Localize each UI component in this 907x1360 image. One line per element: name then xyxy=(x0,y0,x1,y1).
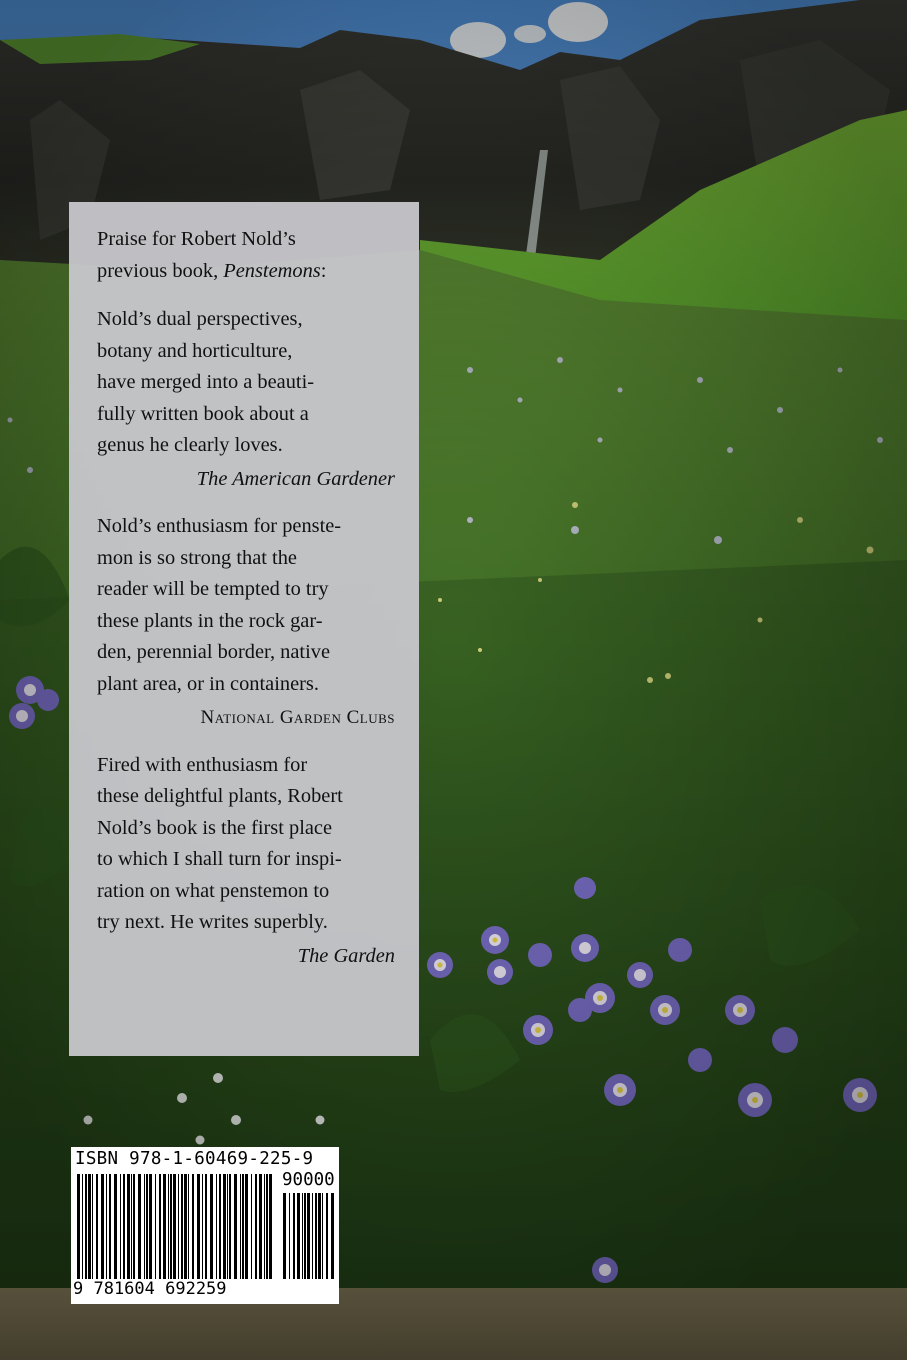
barcode-bar xyxy=(307,1193,310,1279)
ean-barcode-bars xyxy=(76,1174,272,1279)
quote-line: reader will be tempted to try xyxy=(97,578,329,600)
quote-line: plant area, or in containers. xyxy=(97,672,319,695)
barcode-bar xyxy=(331,1193,334,1279)
addon-barcode-bars xyxy=(282,1193,335,1279)
isbn-barcode-label xyxy=(71,1147,339,1304)
barcode-bar xyxy=(92,1174,93,1279)
barcode-bar xyxy=(202,1174,203,1279)
ean-digits: 9 781604 692259 xyxy=(73,1279,227,1299)
barcode-bar xyxy=(297,1193,300,1279)
barcode-bar xyxy=(188,1174,189,1279)
barcode-bar xyxy=(259,1174,262,1279)
barcode-bar xyxy=(127,1174,130,1279)
barcode-bar xyxy=(315,1193,317,1279)
quote-line: Nold’s enthusiasm for penste- xyxy=(97,515,342,537)
barcode-bar xyxy=(302,1193,303,1279)
quote-line: den, perennial border, native xyxy=(97,641,331,663)
barcode-bar xyxy=(96,1174,98,1279)
barcode-bar xyxy=(326,1193,328,1279)
barcode-bar xyxy=(245,1174,248,1279)
barcode-bar xyxy=(82,1174,83,1279)
quote-line: Nold’s dual perspectives, xyxy=(97,308,303,330)
barcode-bar xyxy=(163,1174,166,1279)
barcode-bar xyxy=(304,1193,306,1279)
barcode-bar xyxy=(138,1174,141,1279)
barcode-bar xyxy=(168,1174,169,1279)
barcode-bar xyxy=(242,1174,244,1279)
quote-american-gardener xyxy=(97,304,395,462)
quote-line: Nold’s book is the first place xyxy=(97,816,333,839)
quote-line: botany and horticulture, xyxy=(97,339,293,362)
praise-intro xyxy=(97,224,395,287)
quote-line: these delightful plants, Robert xyxy=(97,785,343,807)
barcode-bar xyxy=(159,1174,161,1279)
barcode-bar xyxy=(88,1174,91,1279)
barcode-bar xyxy=(210,1174,213,1279)
barcode-bar xyxy=(77,1174,80,1279)
barcode-bar xyxy=(181,1174,183,1279)
barcode-bar xyxy=(144,1174,145,1279)
barcode-bar xyxy=(85,1174,87,1279)
barcode-bar xyxy=(234,1174,237,1279)
barcode-bar xyxy=(178,1174,179,1279)
price-code: 90000 xyxy=(282,1170,335,1190)
quote-line: ration on what penstemon to xyxy=(97,879,330,902)
barcode-bar xyxy=(173,1174,176,1279)
barcode-bar xyxy=(269,1174,272,1279)
barcode-bar xyxy=(251,1174,252,1279)
quote-line: mon is so strong that the xyxy=(97,546,297,569)
barcode-bar xyxy=(106,1174,107,1279)
barcode-bar xyxy=(123,1174,125,1279)
praise-intro-line-1: Praise for Robert Nold’s xyxy=(97,228,296,250)
quote-source-the-garden: The Garden xyxy=(297,944,395,967)
barcode-bar xyxy=(318,1193,321,1279)
intro-suffix: : xyxy=(320,259,327,282)
barcode-bar xyxy=(149,1174,152,1279)
barcode-bar xyxy=(109,1174,111,1279)
quote-line: these plants in the rock gar- xyxy=(97,609,323,632)
book-title: Penstemons xyxy=(223,259,321,282)
barcode-bar xyxy=(146,1174,148,1279)
barcode-bar xyxy=(293,1193,295,1279)
barcode-bar xyxy=(227,1174,228,1279)
barcode-bar xyxy=(283,1193,286,1279)
quote-line: to which I shall turn for inspi- xyxy=(97,848,342,870)
barcode-bar xyxy=(205,1174,207,1279)
quote-line: have merged into a beauti- xyxy=(97,371,315,393)
barcode-bar xyxy=(131,1174,132,1279)
barcode-bar xyxy=(240,1174,241,1279)
barcode-bar xyxy=(197,1174,200,1279)
quote-line: Fired with enthusiasm for xyxy=(97,753,308,776)
barcode-bar xyxy=(219,1174,221,1279)
barcode-bar xyxy=(229,1174,231,1279)
isbn-number: ISBN 978-1-60469-225-9 xyxy=(75,1149,314,1169)
barcode-bar xyxy=(289,1193,290,1279)
quote-line: try next. He writes superbly. xyxy=(97,911,328,933)
barcode-bar xyxy=(264,1174,265,1279)
quote-line: fully written book about a xyxy=(97,402,309,425)
barcode-bar xyxy=(216,1174,217,1279)
quote-source-american-gardener: The American Gardener xyxy=(196,467,395,490)
barcode-bar xyxy=(101,1174,104,1279)
barcode-bar xyxy=(184,1174,187,1279)
praise-panel xyxy=(69,202,419,1056)
quote-line: genus he clearly loves. xyxy=(97,434,283,456)
barcode-bar xyxy=(322,1193,323,1279)
quote-source-national-garden-clubs: National Garden Clubs xyxy=(200,707,395,728)
barcode-bar xyxy=(120,1174,121,1279)
barcode-bar xyxy=(266,1174,268,1279)
quote-the-garden xyxy=(97,750,395,939)
barcode-bar xyxy=(155,1174,156,1279)
barcode-bar xyxy=(114,1174,117,1279)
barcode-bar xyxy=(170,1174,172,1279)
barcode-bar xyxy=(192,1174,194,1279)
barcode-bar xyxy=(133,1174,135,1279)
barcode-bar xyxy=(223,1174,226,1279)
barcode-bar xyxy=(312,1193,313,1279)
praise-intro-line-2: previous book, xyxy=(97,259,224,282)
quote-national-garden-clubs xyxy=(97,511,395,700)
barcode-bar xyxy=(255,1174,257,1279)
